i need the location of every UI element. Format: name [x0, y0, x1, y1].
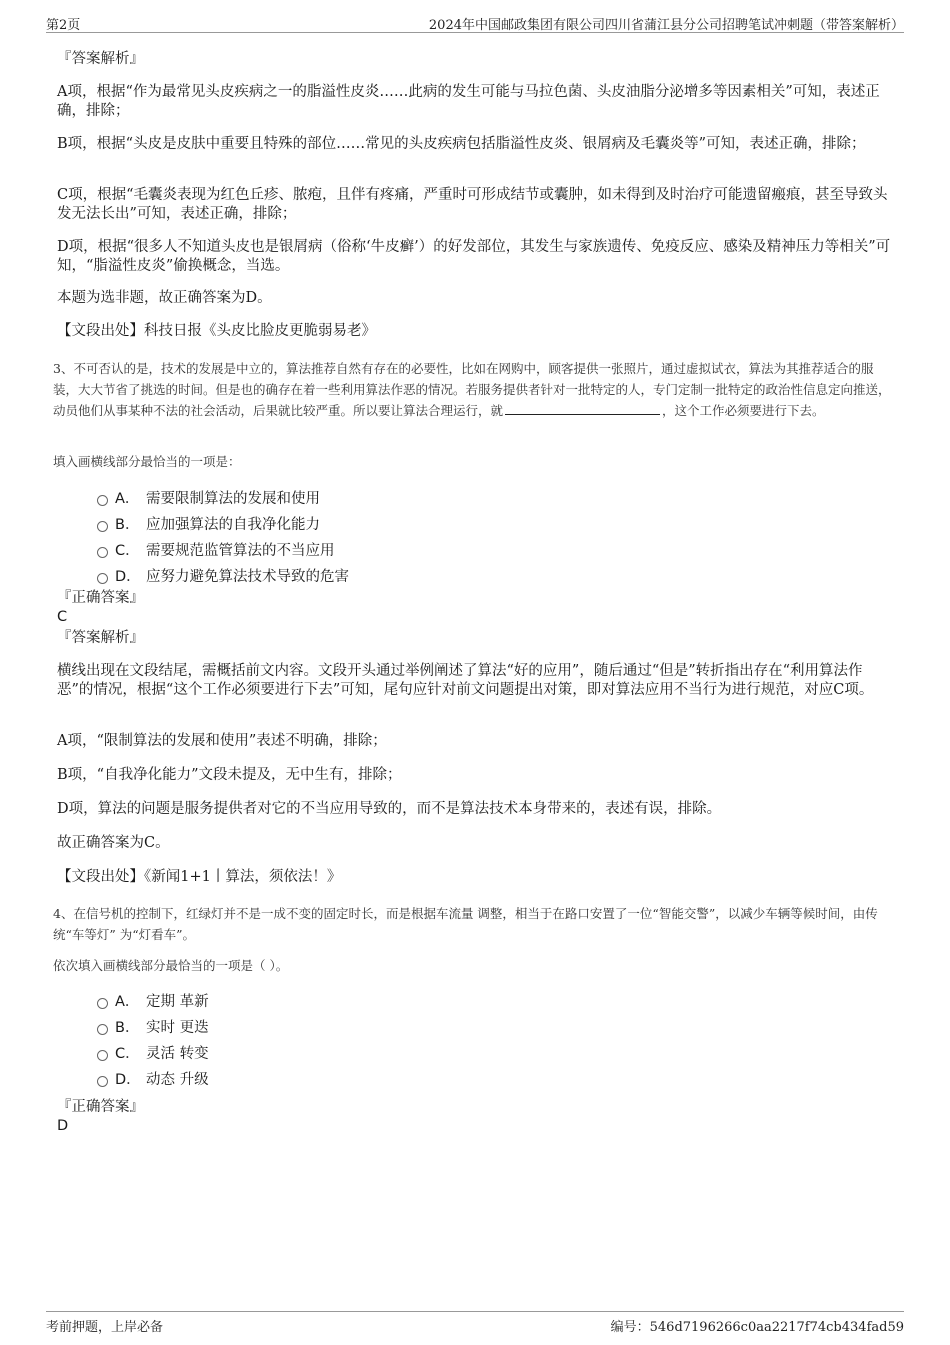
option-text: 定期 革新 [146, 994, 209, 1010]
option-text: 需要规范监管算法的不当应用 [146, 543, 335, 559]
document-title: 2024年中国邮政集团有限公司四川省蒲江县分公司招聘笔试冲刺题（带答案解析） [428, 18, 904, 33]
radio-icon[interactable] [97, 1076, 108, 1087]
option-letter: D． [115, 569, 141, 585]
page-header [46, 14, 904, 33]
option-letter: C． [115, 1046, 140, 1062]
prev-conclusion: 本题为选非题，故正确答案为D。 [57, 290, 272, 306]
page-number: 第2页 [46, 18, 81, 33]
q3-text-before-blank: 3、不可否认的是，技术的发展是中立的，算法推荐自然有存在的必要性，比如在网购中，顾客提供一张照片，通过虚拟试衣，算法为其推荐适合的服装，大大节省了挑选的时间。但是也的确存在着一些利用算法作恶的情况。若服务提供者针对一批特定的人，专门定制一批特定的政治性信息定向推送，动员他们从事某种不法的社会活动，后果就比较严重。所以要让算法合理运行，就 [53, 361, 891, 418]
radio-icon[interactable] [97, 521, 108, 532]
q3-analysis-b: B项，“自我净化能力”文段未提及，无中生有，排除； [57, 767, 402, 783]
prev-analysis-label: 『答案解析』 [57, 51, 144, 67]
prev-analysis-item-d: D项，根据“很多人不知道头皮也是银屑病（俗称‘牛皮癣’）的好发部位，其发生与家族遗传、免疫反应、感染及精神压力等相关”可知，“脂溢性皮炎”偷换概念，当选。 [57, 239, 891, 274]
q3-blank [505, 402, 660, 415]
radio-icon[interactable] [97, 1024, 108, 1035]
prev-source: 【文段出处】科技日报《头皮比脸皮更脆弱易老》 [57, 323, 376, 339]
q3-text-after-blank: ，这个工作必须要进行下去。 [662, 403, 825, 418]
q3-analysis-label: 『答案解析』 [57, 630, 144, 646]
radio-icon[interactable] [97, 573, 108, 584]
q4-option-c[interactable] [57, 1041, 457, 1067]
option-letter: D． [115, 1072, 141, 1088]
q3-option-d[interactable] [57, 564, 457, 590]
page-footer [46, 1311, 904, 1335]
q3-source: 【文段出处】《新闻1+1丨算法，须依法！》 [57, 869, 342, 885]
option-letter: B． [115, 1020, 140, 1036]
option-letter: A． [115, 994, 140, 1010]
option-text: 灵活 转变 [146, 1046, 209, 1062]
q3-analysis-main: 横线出现在文段结尾，需概括前文内容。文段开头通过举例阐述了算法“好的应用”，随后通过“但是”转折指出存在“利用算法作恶”的情况，根据“这个工作必须要进行下去”可知，尾句应针对前文问题提出对策，即对算法应用不当行为进行规范，对应C项。 [57, 663, 874, 698]
q3-stem [53, 358, 893, 421]
q4-option-a[interactable] [57, 989, 457, 1015]
q3-analysis-d: D项，算法的问题是服务提供者对它的不当应用导致的，而不是算法技术本身带来的，表述有误，排除。 [57, 801, 722, 817]
prev-analysis-item-a: A项，根据“作为最常见头皮疾病之一的脂溢性皮炎……此病的发生可能与马拉色菌、头皮油脂分泌增多等因素相关”可知，表述正确，排除； [57, 84, 880, 119]
q4-stem: 4、在信号机的控制下，红绿灯并不是一成不变的固定时长，而是根据车流量 调整，相当于在路口安置了一位“智能交警”，以减少车辆等候时间，由传统“车等灯” 为“灯看车”。 [53, 906, 878, 942]
document-id: 编号：546d7196266c0aa2217f74cb434fad59 [610, 1320, 904, 1335]
option-text: 实时 更迭 [146, 1020, 209, 1036]
radio-icon[interactable] [97, 1050, 108, 1061]
option-text: 需要限制算法的发展和使用 [146, 491, 320, 507]
option-text: 动态 升级 [146, 1072, 209, 1088]
q3-analysis-a: A项，“限制算法的发展和使用”表述不明确，排除； [57, 733, 387, 749]
radio-icon[interactable] [97, 495, 108, 506]
q3-conclusion: 故正确答案为C。 [57, 835, 170, 851]
q4-prompt: 依次填入画横线部分最恰当的一项是（ ）。 [53, 958, 289, 973]
option-letter: B． [115, 517, 140, 533]
q3-answer-label: 『正确答案』 [57, 590, 144, 606]
q4-options [57, 989, 457, 1093]
q3-options [57, 486, 457, 590]
option-text: 应努力避免算法技术导致的危害 [146, 569, 349, 585]
q3-option-a[interactable] [57, 486, 457, 512]
q3-prompt: 填入画横线部分最恰当的一项是： [53, 454, 241, 469]
prev-analysis-item-c: C项，根据“毛囊炎表现为红色丘疹、脓疱，且伴有疼痛，严重时可形成结节或囊肿，如未得到及时治疗可能遗留瘢痕，甚至导致头发无法长出”可知，表述正确，排除； [57, 187, 888, 222]
radio-icon[interactable] [97, 547, 108, 558]
q4-answer-label: 『正确答案』 [57, 1099, 144, 1115]
q3-answer: C [57, 609, 68, 625]
q4-option-d[interactable] [57, 1067, 457, 1093]
option-letter: C． [115, 543, 140, 559]
q3-option-b[interactable] [57, 512, 457, 538]
option-text: 应加强算法的自我净化能力 [146, 517, 320, 533]
option-letter: A． [115, 491, 140, 507]
prev-analysis-item-b: B项，根据“头皮是皮肤中重要且特殊的部位……常见的头皮疾病包括脂溢性皮炎、银屑病及毛囊炎等”可知，表述正确，排除； [57, 136, 866, 152]
footer-slogan: 考前押题，上岸必备 [46, 1320, 164, 1335]
radio-icon[interactable] [97, 998, 108, 1009]
q4-answer: D [57, 1118, 69, 1134]
q4-option-b[interactable] [57, 1015, 457, 1041]
q3-option-c[interactable] [57, 538, 457, 564]
